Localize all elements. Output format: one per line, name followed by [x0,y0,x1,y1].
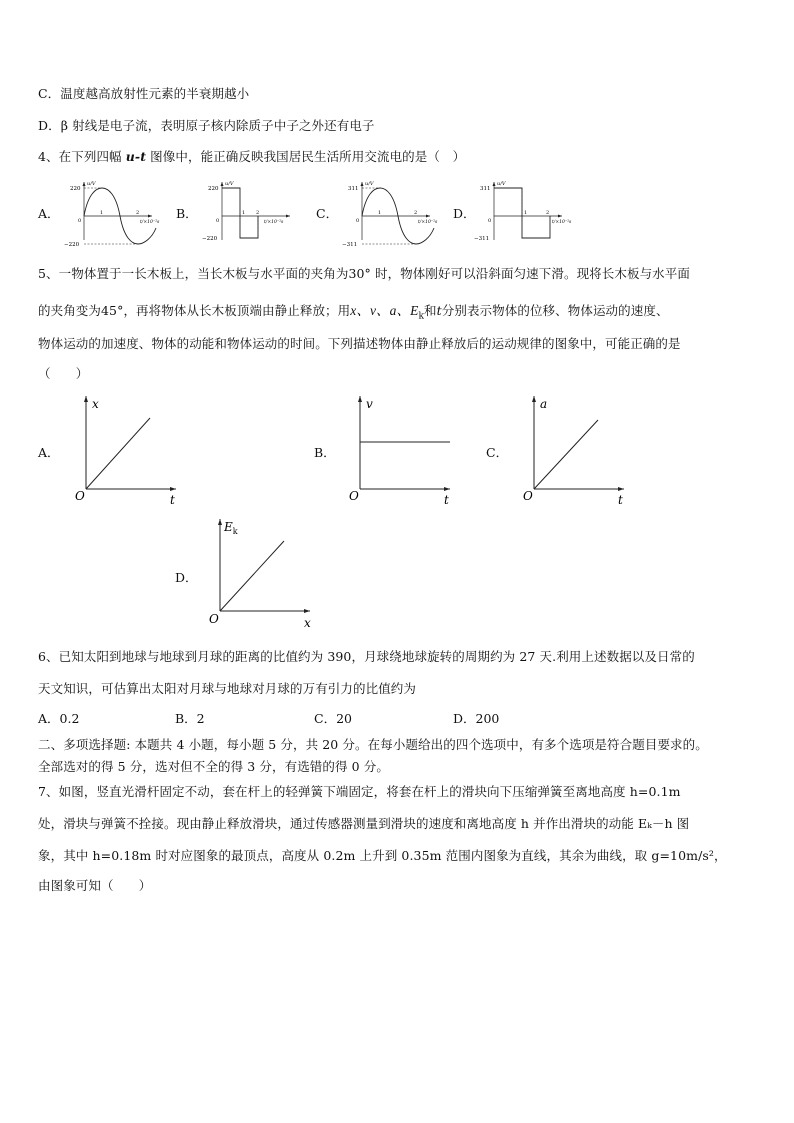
q5d-origin: O [209,612,219,626]
q4a-origin: 0 [78,218,82,224]
q5d-xlabel: x [304,616,311,630]
q5-stem-line2 [38,299,669,322]
q5-l2c: k [418,311,425,322]
q6-option-a: A．0.2 [38,711,80,726]
q4b-tick2: 2 [256,210,260,216]
q5-graph-a [72,392,192,507]
q5a-origin: O [75,489,85,503]
q5b-ylabel: v [366,397,373,411]
q7-stem-line3: 象，其中 h=0.18m 时对应图象的最顶点，高度从 0.2m 上升到 0.35m 范围内图象为直线，其余为曲线，取 g=10m/s²， [38,848,727,863]
q4b-origin: 0 [216,218,220,224]
q6-option-b: B．2 [175,711,205,726]
q4c-origin: 0 [356,218,360,224]
q4a-top: 220 [70,186,81,192]
q5-l2e: t [436,303,442,318]
q5b-origin: O [349,489,359,503]
q4b-xlabel: t/×10⁻²s [264,220,284,225]
q5-l2a: 的夹角变为45°，再将物体从长木板顶端由静止释放；用 [38,303,351,318]
q4c-bottom: −311 [342,242,358,248]
q5-stem-line4: （ ） [38,366,89,381]
q5a-ylabel: x [92,397,99,411]
q5d-ylabel: $E_k$ [224,520,238,536]
q5-l2d: 和 [424,303,437,318]
q4d-xlabel: t/×10⁻²s [552,220,572,225]
q4-graph-a [64,178,160,248]
q4d-tick1: 1 [524,210,528,216]
q4b-top: 220 [208,186,219,192]
q7-stem-line2: 处，滑块与弹簧不拴接。现由静止释放滑块，通过传感器测量到滑块的速度和离地高度 h 并作出滑块的动能 Eₖ－h 图 [38,816,690,831]
q5-graph-b [346,392,466,507]
q4a-tick1: 1 [100,210,104,216]
section2-heading-line1: 二、多项选择题: 本题共 4 小题，每小题 5 分，共 20 分。在每小题给出的四个选项中，有多个选项是符合题目要求的。 [38,737,708,752]
q5c-origin: O [523,489,533,503]
q4c-ylabel: u/V [365,181,374,187]
q5-option-a-label: A． [38,445,60,460]
q4-graph-b [204,178,294,248]
q4a-xlabel: t/×10⁻²s [140,220,160,225]
q5c-xlabel: t [618,493,623,507]
q4b-ylabel: u/V [225,181,234,187]
q5-graph-c [520,392,640,507]
q4d-bottom: −311 [474,236,490,242]
q5-l2b: x、v、a、E [350,303,419,318]
q4-option-d-label: D． [453,206,476,221]
q6-stem-line1: 6、已知太阳到地球与地球到月球的距离的比值约为 390，月球绕地球旋转的周期约为 27 天.利用上述数据以及日常的 [38,649,695,664]
q5c-ylabel: a [540,397,548,411]
q4-graph-c [342,178,438,248]
q5-option-d-label: D． [175,570,198,585]
q4d-top: 311 [480,186,491,192]
q6-stem-line2: 天文知识，可估算出太阳对月球与地球对月球的万有引力的比值约为 [38,681,417,696]
q5-graph-d [206,515,326,633]
q3-option-c: C．温度越高放射性元素的半衰期越小 [38,86,250,101]
q4-graph-d [474,178,572,248]
q4-stem [38,147,465,165]
q5-option-c-label: C． [486,445,509,460]
q5-stem-line3: 物体运动的加速度、物体的动能和物体运动的时间。下列描述物体由静止释放后的运动规律的图象中，可能正确的是 [38,336,681,351]
q5-l2f: 分别表示物体的位移、物体运动的速度、 [441,303,669,318]
q5a-xlabel: t [170,493,175,507]
q7-stem-line1: 7、如图，竖直光滑杆固定不动，套在杆上的轻弹簧下端固定，将套在杆上的滑块向下压缩弹簧至离地高度 h=0.1m [38,784,681,799]
q5-stem-line1: 5、一物体置于一长木板上，当长木板与水平面的夹角为30° 时，物体刚好可以沿斜面匀速下滑。现将长木板与水平面 [38,266,690,281]
q6-option-c: C．20 [314,711,352,726]
q4c-xlabel: t/×10⁻²s [418,220,438,225]
q4c-tick2: 2 [414,210,418,216]
q3-option-d: D．β 射线是电子流，表明原子核内除质子中子之外还有电子 [38,118,375,133]
q4a-tick2: 2 [136,210,140,216]
q4-option-a-label: A． [38,206,60,221]
q4c-top: 311 [348,186,359,192]
q4b-bottom: −220 [202,236,218,242]
q4d-ylabel: u/V [497,181,506,187]
q4-option-b-label: B． [176,206,198,221]
q4-stem-post: 图像中，能正确反映我国居民生活所用交流电的是（ ） [146,149,466,164]
q4-option-c-label: C． [316,206,339,221]
q6-option-d: D．200 [453,711,500,726]
q4-stem-var: u-t [125,149,147,164]
section2-heading-line2: 全部选对的得 5 分，选对但不全的得 3 分，有选错的得 0 分。 [38,759,389,774]
q5b-xlabel: t [444,493,449,507]
q4a-bottom: −220 [64,242,80,248]
q4d-origin: 0 [488,218,492,224]
q7-stem-line4: 由图象可知（ ） [38,878,152,893]
q4-stem-pre: 4、在下列四幅 [38,149,126,164]
q4c-tick1: 1 [378,210,382,216]
q4d-tick2: 2 [546,210,550,216]
q5-option-b-label: B． [314,445,336,460]
q4a-ylabel: u/V [87,181,96,187]
q4b-tick1: 1 [242,210,246,216]
